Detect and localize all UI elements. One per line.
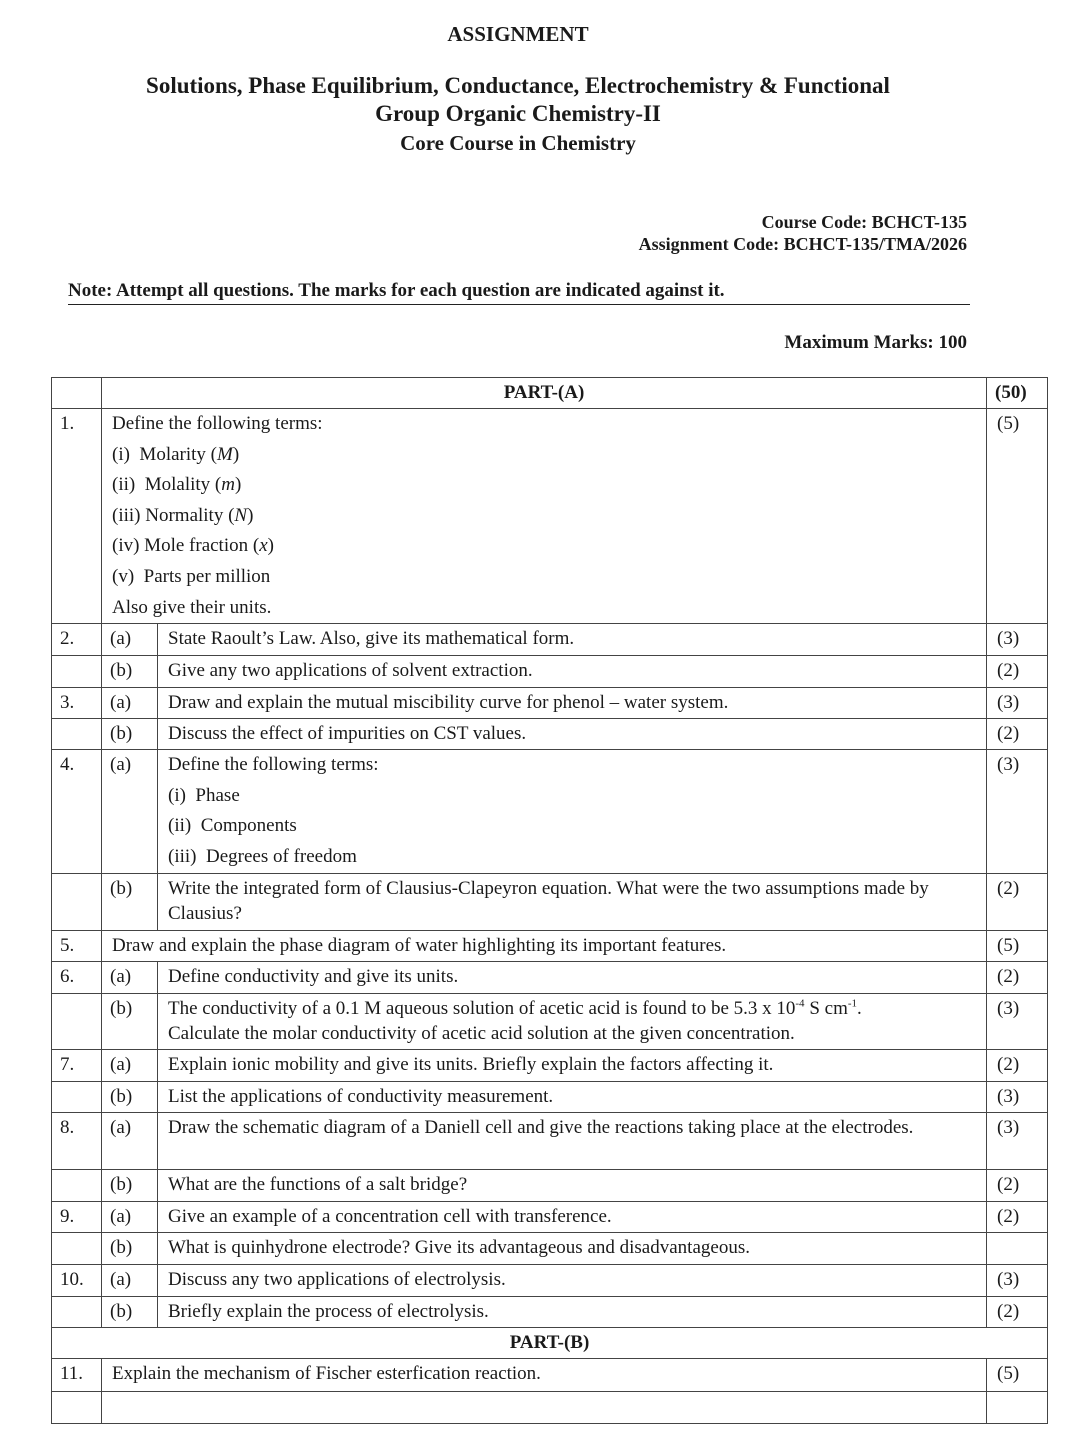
empty-cell — [52, 1170, 102, 1202]
empty-cell — [52, 1233, 102, 1265]
term-item: (iii) Degrees of freedom — [168, 845, 357, 867]
question-marks: (2) — [987, 1050, 1048, 1082]
question-row-2b — [52, 656, 1048, 688]
document-title: ASSIGNMENT — [447, 22, 589, 46]
question-number: 9. — [52, 1202, 102, 1233]
part-b-heading: PART-(B) — [52, 1328, 1048, 1359]
term-item: (iv) Mole fraction (x) — [112, 535, 274, 557]
question-number: 10. — [52, 1265, 102, 1297]
sub-label: (b) — [102, 719, 158, 750]
question-text: Draw and explain the phase diagram of water highlighting its important features. — [102, 931, 987, 962]
empty-cell — [52, 1082, 102, 1113]
question-marks: (2) — [987, 1170, 1048, 1202]
empty-cell — [987, 1392, 1048, 1424]
question-marks: (5) — [987, 931, 1048, 962]
term-item: (i) Phase — [168, 784, 240, 806]
question-marks: (2) — [987, 1297, 1048, 1328]
course-type: Core Course in Chemistry — [400, 131, 636, 155]
question-row-11 — [52, 1359, 1048, 1392]
empty-cell — [52, 874, 102, 931]
question-intro: Define the following terms: — [168, 754, 379, 776]
empty-cell — [52, 1297, 102, 1328]
empty-cell — [52, 994, 102, 1050]
question-marks: (3) — [987, 1113, 1048, 1170]
question-row-6a — [52, 962, 1048, 994]
question-text — [158, 750, 987, 874]
blank-row — [52, 1392, 1048, 1424]
subject-title-line2: Group Organic Chemistry-II — [375, 101, 661, 126]
question-intro: Define the following terms: — [112, 413, 323, 434]
empty-cell — [52, 719, 102, 750]
maximum-marks: Maximum Marks: 100 — [784, 332, 967, 353]
question-number: 11. — [52, 1359, 102, 1392]
question-text: Discuss any two applications of electrolysis. — [158, 1265, 987, 1297]
questions-table — [51, 377, 1048, 1424]
question-number: 8. — [52, 1113, 102, 1170]
question-marks — [987, 1233, 1048, 1265]
sub-label: (b) — [102, 994, 158, 1050]
question-row-8b — [52, 1170, 1048, 1202]
question-text: Give any two applications of solvent extraction. — [158, 656, 987, 688]
instructions-note: Note: Attempt all questions. The marks for each question are indicated against it. — [68, 280, 970, 305]
part-a-heading: PART-(A) — [102, 378, 987, 409]
sub-label: (a) — [102, 1265, 158, 1297]
question-text: The conductivity of a 0.1 M aqueous solution of acetic acid is found to be 5.3 x $10^{-4}$ S $cm^{-1}$. Calculate the molar conductivity of acetic acid solution at the given concentration. — [158, 994, 987, 1050]
question-row-5 — [52, 931, 1048, 962]
sub-label: (b) — [102, 874, 158, 931]
question-text: Give an example of a concentration cell with transference. — [158, 1202, 987, 1233]
question-text: Draw and explain the mutual miscibility curve for phenol – water system. — [158, 688, 987, 719]
course-code: Course Code: BCHCT-135 — [761, 212, 967, 232]
question-marks: (2) — [987, 962, 1048, 994]
sub-label: (a) — [102, 688, 158, 719]
question-marks: (2) — [987, 1202, 1048, 1233]
question-marks: (3) — [987, 750, 1048, 874]
question-marks: (5) — [987, 1359, 1048, 1392]
question-row-9a — [52, 1202, 1048, 1233]
question-number: 2. — [52, 624, 102, 656]
question-row-3a — [52, 688, 1048, 719]
question-row-10a — [52, 1265, 1048, 1297]
empty-cell — [52, 1392, 102, 1424]
empty-cell — [52, 656, 102, 688]
part-a-marks: (50) — [987, 378, 1048, 409]
question-text: List the applications of conductivity measurement. — [158, 1082, 987, 1113]
question-text: Discuss the effect of impurities on CST values. — [158, 719, 987, 750]
question-row-9b — [52, 1233, 1048, 1265]
question-marks: (3) — [987, 624, 1048, 656]
question-marks: (2) — [987, 719, 1048, 750]
term-item: (i) Molarity (M) — [112, 443, 240, 465]
sub-label: (a) — [102, 750, 158, 874]
sub-label: (b) — [102, 1082, 158, 1113]
part-a-header-row — [52, 378, 1048, 409]
sub-label: (b) — [102, 1233, 158, 1265]
question-row-8a — [52, 1113, 1048, 1170]
question-text: Define conductivity and give its units. — [158, 962, 987, 994]
subject-title-line1: Solutions, Phase Equilibrium, Conductance, Electrochemistry & Functional — [146, 73, 890, 98]
question-number: 7. — [52, 1050, 102, 1082]
question-text: State Raoult’s Law. Also, give its mathematical form. — [158, 624, 987, 656]
question-marks: (3) — [987, 688, 1048, 719]
sub-label: (a) — [102, 624, 158, 656]
empty-cell — [52, 378, 102, 409]
question-marks: (3) — [987, 1082, 1048, 1113]
sub-label: (b) — [102, 1297, 158, 1328]
question-row-2a — [52, 624, 1048, 656]
term-item: (iii) Normality (N) — [112, 504, 254, 526]
question-text: What are the functions of a salt bridge? — [158, 1170, 987, 1202]
question-number: 1. — [52, 409, 102, 624]
question-number: 5. — [52, 931, 102, 962]
question-text: Write the integrated form of Clausius-Clapeyron equation. What were the two assumptions made by Clausius? — [158, 874, 987, 931]
question-number: 3. — [52, 688, 102, 719]
question-row-7b — [52, 1082, 1048, 1113]
question-text: Explain the mechanism of Fischer esterfication reaction. — [102, 1359, 987, 1392]
term-item: (v) Parts per million — [112, 565, 271, 587]
question-text: Briefly explain the process of electrolysis. — [158, 1297, 987, 1328]
question-marks: (2) — [987, 656, 1048, 688]
sub-label: (a) — [102, 1050, 158, 1082]
question-text: Explain ionic mobility and give its units. Briefly explain the factors affecting it. — [158, 1050, 987, 1082]
empty-cell — [102, 1392, 987, 1424]
term-item: (ii) Components — [168, 815, 297, 837]
question-number: 4. — [52, 750, 102, 874]
question-text: What is quinhydrone electrode? Give its advantageous and disadvantageous. — [158, 1233, 987, 1265]
sub-label: (a) — [102, 962, 158, 994]
question-marks: (3) — [987, 994, 1048, 1050]
question-marks: (3) — [987, 1265, 1048, 1297]
question-row-4a — [52, 750, 1048, 874]
question-marks: (2) — [987, 874, 1048, 931]
sub-label: (a) — [102, 1113, 158, 1170]
question-row-10b — [52, 1297, 1048, 1328]
question-number: 6. — [52, 962, 102, 994]
question-row-3b — [52, 719, 1048, 750]
question-row-1 — [52, 409, 1048, 624]
assignment-code: Assignment Code: BCHCT-135/TMA/2026 — [638, 234, 967, 254]
question-row-7a — [52, 1050, 1048, 1082]
question-outro: Also give their units. — [112, 596, 272, 618]
question-row-6b — [52, 994, 1048, 1050]
sub-label: (a) — [102, 1202, 158, 1233]
sub-label: (b) — [102, 1170, 158, 1202]
term-item: (ii) Molality (m) — [112, 474, 242, 496]
question-marks: (5) — [987, 409, 1048, 624]
question-row-4b — [52, 874, 1048, 931]
sub-label: (b) — [102, 656, 158, 688]
part-b-header-row — [52, 1328, 1048, 1359]
question-text — [102, 409, 987, 624]
question-text: Draw the schematic diagram of a Daniell cell and give the reactions taking place at the electrodes. — [158, 1113, 987, 1170]
